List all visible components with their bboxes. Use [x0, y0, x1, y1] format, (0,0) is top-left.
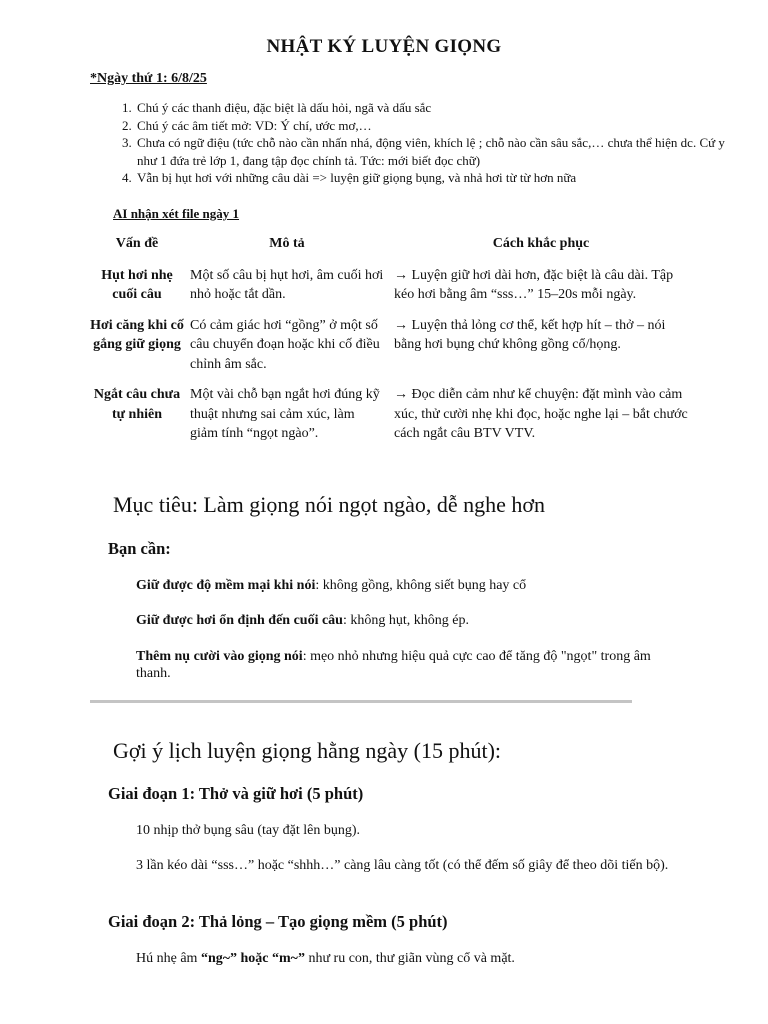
need-item: [136, 577, 676, 594]
description-cell: Một vài chỗ bạn ngắt hơi đúng kỹ thuật nhưng sai cảm xúc, làm giảm tính “ngọt ngào”.: [190, 387, 380, 441]
need-item-text: : mẹo nhỏ nhưng hiệu quả cực cao để tăng độ "ngọt" trong âm thanh.: [136, 649, 651, 681]
day-label: *Ngày thứ 1: 6/8/25: [90, 71, 207, 86]
note-item: 2. Chú ý các âm tiết mở: VD: Ý chí, ước mơ,…: [135, 117, 725, 135]
note-item: 1. Chú ý các thanh điệu, đặc biệt là dấu hỏi, ngã và dấu sắc: [135, 99, 725, 117]
need-item-bold: Giữ được hơi ổn định đến cuối câu: [136, 613, 343, 628]
need-item-bold: Thêm nụ cười vào giọng nói: [136, 649, 303, 664]
note-item: 4. Vẫn bị hụt hơi với những câu dài => luyện giữ giọng bụng, và nhả hơi từ từ hơn nữa: [135, 169, 725, 187]
you-need-heading: Bạn cần:: [108, 539, 171, 558]
table-row: [88, 385, 694, 455]
fix-cell: → Luyện giữ hơi dài hơn, đặc biệt là câu dài. Tập kéo hơi bằng âm “sss…” 15–20s mỗi ngày.: [394, 267, 674, 302]
notes-list: [90, 99, 725, 187]
table-row: [88, 316, 694, 386]
problem-cell: Hụt hơi nhẹ cuối câu: [101, 267, 173, 302]
header-fix: Cách khắc phục: [492, 236, 590, 251]
need-item: [136, 648, 676, 682]
need-item-bold: Giữ được độ mềm mại khi nói: [136, 578, 316, 593]
header-description: Mô tả: [269, 236, 305, 251]
fix-cell: → Đọc diễn cảm như kể chuyện: đặt mình vào cảm xúc, thử cười nhẹ khi đọc, hoặc nghe lại – bắt chước cách ngắt câu BTV VTV.: [394, 387, 688, 441]
problem-cell: Hơi căng khi cố gắng giữ giọng: [90, 317, 184, 352]
schedule-heading: Gợi ý lịch luyện giọng hằng ngày (15 phút):: [113, 738, 502, 763]
stage1-heading: Giai đoạn 1: Thở và giữ hơi (5 phút): [108, 784, 364, 803]
header-problem: Vấn đề: [115, 236, 159, 251]
table-header-row: [88, 230, 694, 266]
problem-cell: Ngắt câu chưa tự nhiên: [93, 387, 181, 422]
stage2-item-prefix: Hú nhẹ âm: [136, 951, 201, 966]
ai-review-heading: AI nhận xét file ngày 1: [113, 206, 240, 221]
stage2-item-bold: “ng~” hoặc “m~”: [200, 951, 305, 966]
need-item-text: : không hụt, không ép.: [342, 613, 469, 628]
stage2-heading: Giai đoạn 2: Thả lỏng – Tạo giọng mềm (5 phút): [108, 912, 448, 931]
description-cell: Có cảm giác hơi “gồng” ở một số câu chuyển đoạn hoặc khi cố điều chỉnh âm sắc.: [190, 317, 380, 372]
description-cell: Một số câu bị hụt hơi, âm cuối hơi nhỏ hoặc tắt dần.: [190, 267, 384, 302]
stage1-item: 3 lần kéo dài “sss…” hoặc “shhh…” càng lâu càng tốt (có thể đếm số giây để theo dõi tiến bộ).: [136, 858, 669, 873]
goal-heading: Mục tiêu: Làm giọng nói ngọt ngào, dễ nghe hơn: [113, 492, 546, 517]
stage2-item-suffix: như ru con, thư giãn vùng cổ và mặt.: [304, 951, 515, 966]
fix-cell: → Luyện thả lỏng cơ thể, kết hợp hít – thở – nói bằng hơi bụng chứ không gồng cổ/họng.: [394, 317, 666, 352]
note-item: 3. Chưa có ngữ điệu (tức chỗ nào cần nhấn nhá, động viên, khích lệ ; chỗ nào cần sâu sắc,… chưa thể hiện dc. Cứ y như 1 đứa trẻ lớp 1, đang tập đọc chính tả. Tức: mới biết đọc chữ): [135, 134, 725, 169]
stage1-item: 10 nhịp thở bụng sâu (tay đặt lên bụng).: [136, 823, 360, 838]
need-item: [136, 612, 676, 629]
review-table: [88, 230, 694, 455]
horizontal-divider: [90, 700, 632, 703]
document-title: NHẬT KÝ LUYỆN GIỌNG: [266, 36, 502, 57]
need-item-text: : không gồng, không siết bụng hay cổ: [315, 578, 527, 593]
stage2-item: [136, 950, 676, 967]
table-row: [88, 266, 694, 316]
